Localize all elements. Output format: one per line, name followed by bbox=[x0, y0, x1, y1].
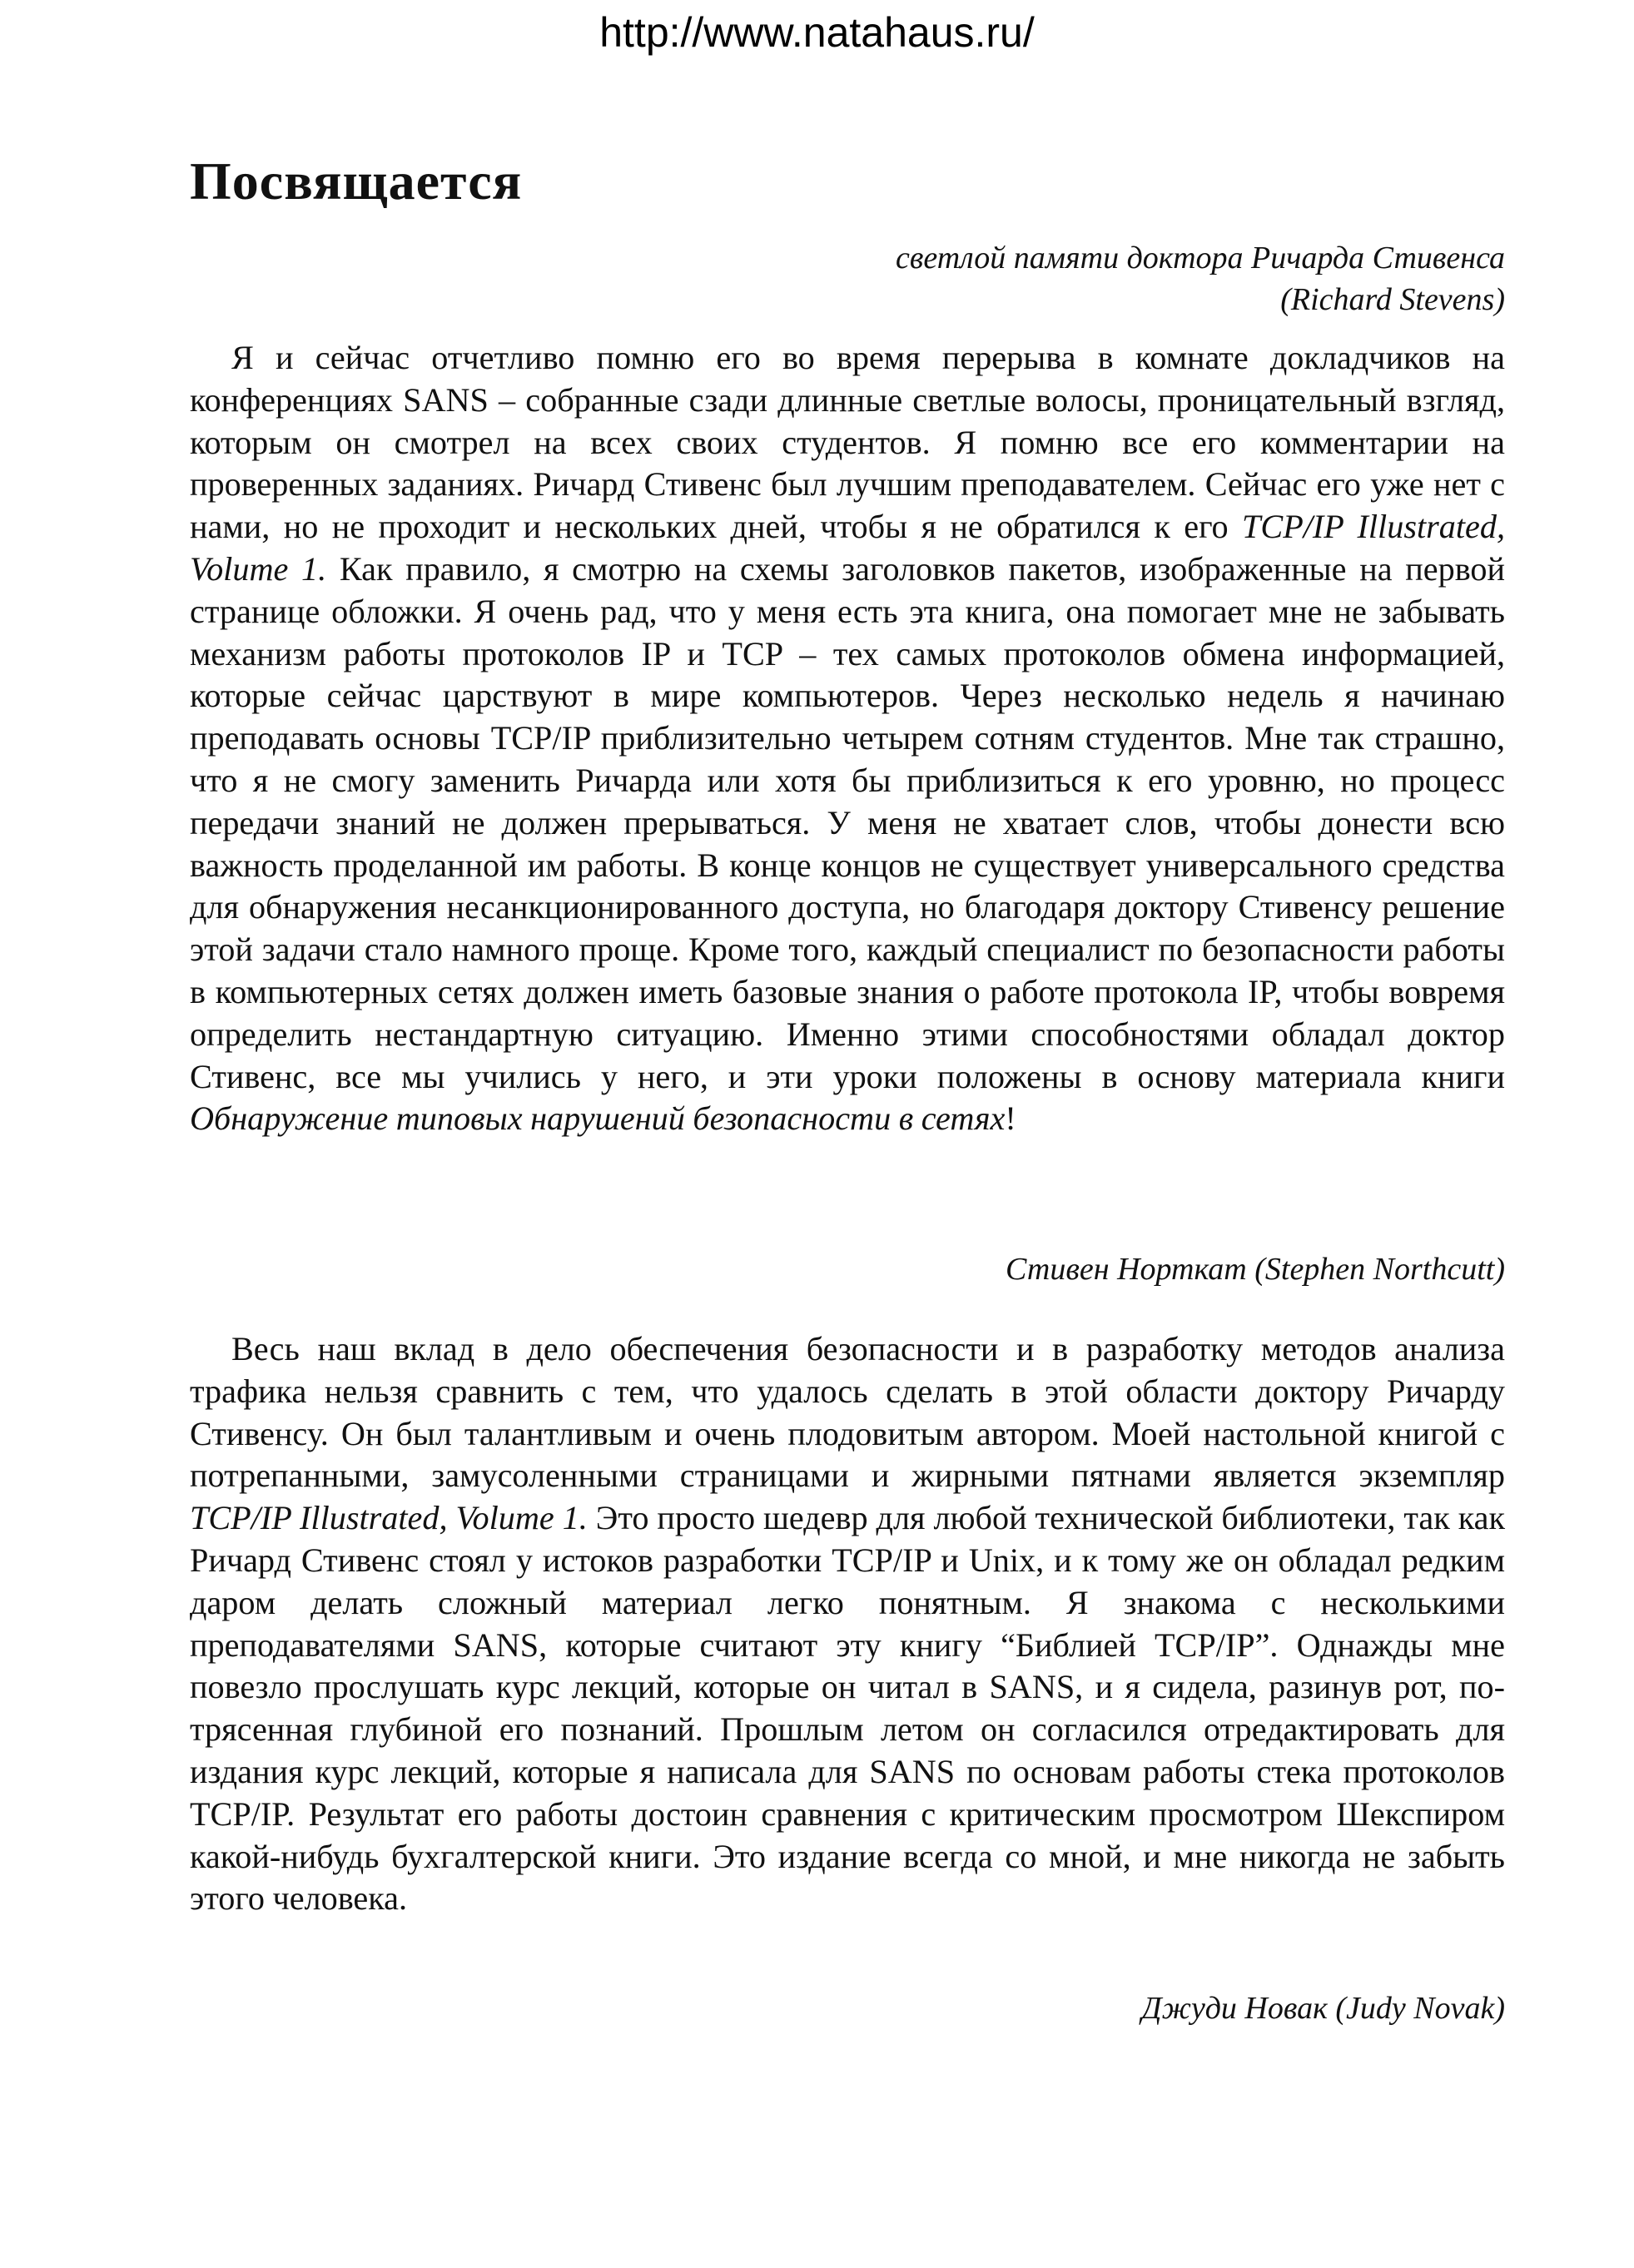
page-url-header: http://www.natahaus.ru/ bbox=[599, 9, 1035, 56]
paragraph-text: ! bbox=[1005, 1099, 1016, 1138]
signature-northcutt: Стивен Норткат (Stephen Northcutt) bbox=[1006, 1252, 1505, 1287]
tribute-paragraph-novak bbox=[190, 1328, 1505, 1920]
dedication-name-english: (Richard Stevens) bbox=[1280, 282, 1505, 317]
paragraph-text: Весь наш вклад в дело обеспечения безопасности и в разработку методов анализа трафика нельзя сравнить с тем, что удалось сделать в этой области доктору Ричарду Стивенсу. Он был талантливым и очень плодовитым автором. Моей настольной книгой с потрепанными, замусоленными страницами и жирными пятнами является экземпляр bbox=[190, 1330, 1505, 1495]
book-title: TCP/IP Illustrated, Volume 1. bbox=[190, 508, 1505, 588]
book-title: Обнаружение типовых нарушений безопасности в сетях bbox=[190, 1099, 1006, 1138]
dedication-epigraph bbox=[190, 237, 1505, 320]
signature-novak: Джуди Новак (Judy Novak) bbox=[1141, 1991, 1505, 2026]
paragraph-text: Я и сейчас отчетливо помню его во время перерыва в комнате докладчиков на конференциях SANS – собранные сзади длинные светлые волосы, проницательный взгляд, которым он смотрел на всех своих студентов. Я помню все его комментарии на проверенных заданиях. Ричард Стивенс был лучшим преподавателем. Сейчас его уже нет с нами, но не проходит и нескольких дней, чтобы я не обратился к его bbox=[190, 339, 1505, 546]
book-title: TCP/IP Illustrated, Volume 1. bbox=[190, 1499, 588, 1537]
paragraph-text: Как правило, я смотрю на схемы заголовков пакетов, изображенные на первой странице обложки. Я очень рад, что у меня есть эта книга, она помогает мне не забывать механизм работы протоколов IP и TCP – тех самых протоколов обмена информацией, которые сейчас царствуют в мире компьютеров. Через несколько недель я начинаю преподавать основы TCP/IP приблизительно четырем сотням студентов. Мне так страшно, что я не смогу заменить Ричарда или хотя бы приблизиться к его уровню, но процесс передачи знаний не должен прерываться. У меня не хватает слов, чтобы донести всю важность проделанной им работы. В конце концов не существует универсального средства для обнаружения несанкционированного доступа, но благодаря доктору Стивенсу решение этой задачи стало намного проще. Кроме того, каждый специалист по безопасности работы в компьютерных сетях должен иметь базовые знания о работе протокола IP, чтобы вовремя определить нестандартную ситуацию. Именно этими способностями обладал доктор Стивенс, все мы учились у него, и эти уроки положены в основу материала книги bbox=[190, 549, 1505, 1095]
paragraph-text: Это просто шедевр для любой технической библиотеки, так как Ричард Стивенс стоял у истоков разработки TCP/IP и Unix, и к тому же он обладал редким даром делать сложный материал легко понятным. Я знакома с несколькими преподавателями SANS, которые считают эту книгу “Библией TCP/IP”. Однажды мне повезло прослушать курс лекций, которые он читал в SANS, и я сидела, разинув рот, потрясенная глубиной его познаний. Прошлым летом он согласился отредактировать для издания курс лекций, которые я написала для SANS по основам работы стека протоколов TCP/IP. Результат его работы достоин сравнения с критическим просмотром Шекспиром какой-нибудь бухгалтерской книги. Это издание всегда со мной, и мне никогда не забыть этого человека. bbox=[190, 1499, 1505, 1918]
dedication-line: светлой памяти доктора Ричарда Стивенса bbox=[896, 241, 1505, 275]
tribute-paragraph-northcutt bbox=[190, 337, 1505, 1140]
page-title: Посвящается bbox=[190, 151, 523, 211]
